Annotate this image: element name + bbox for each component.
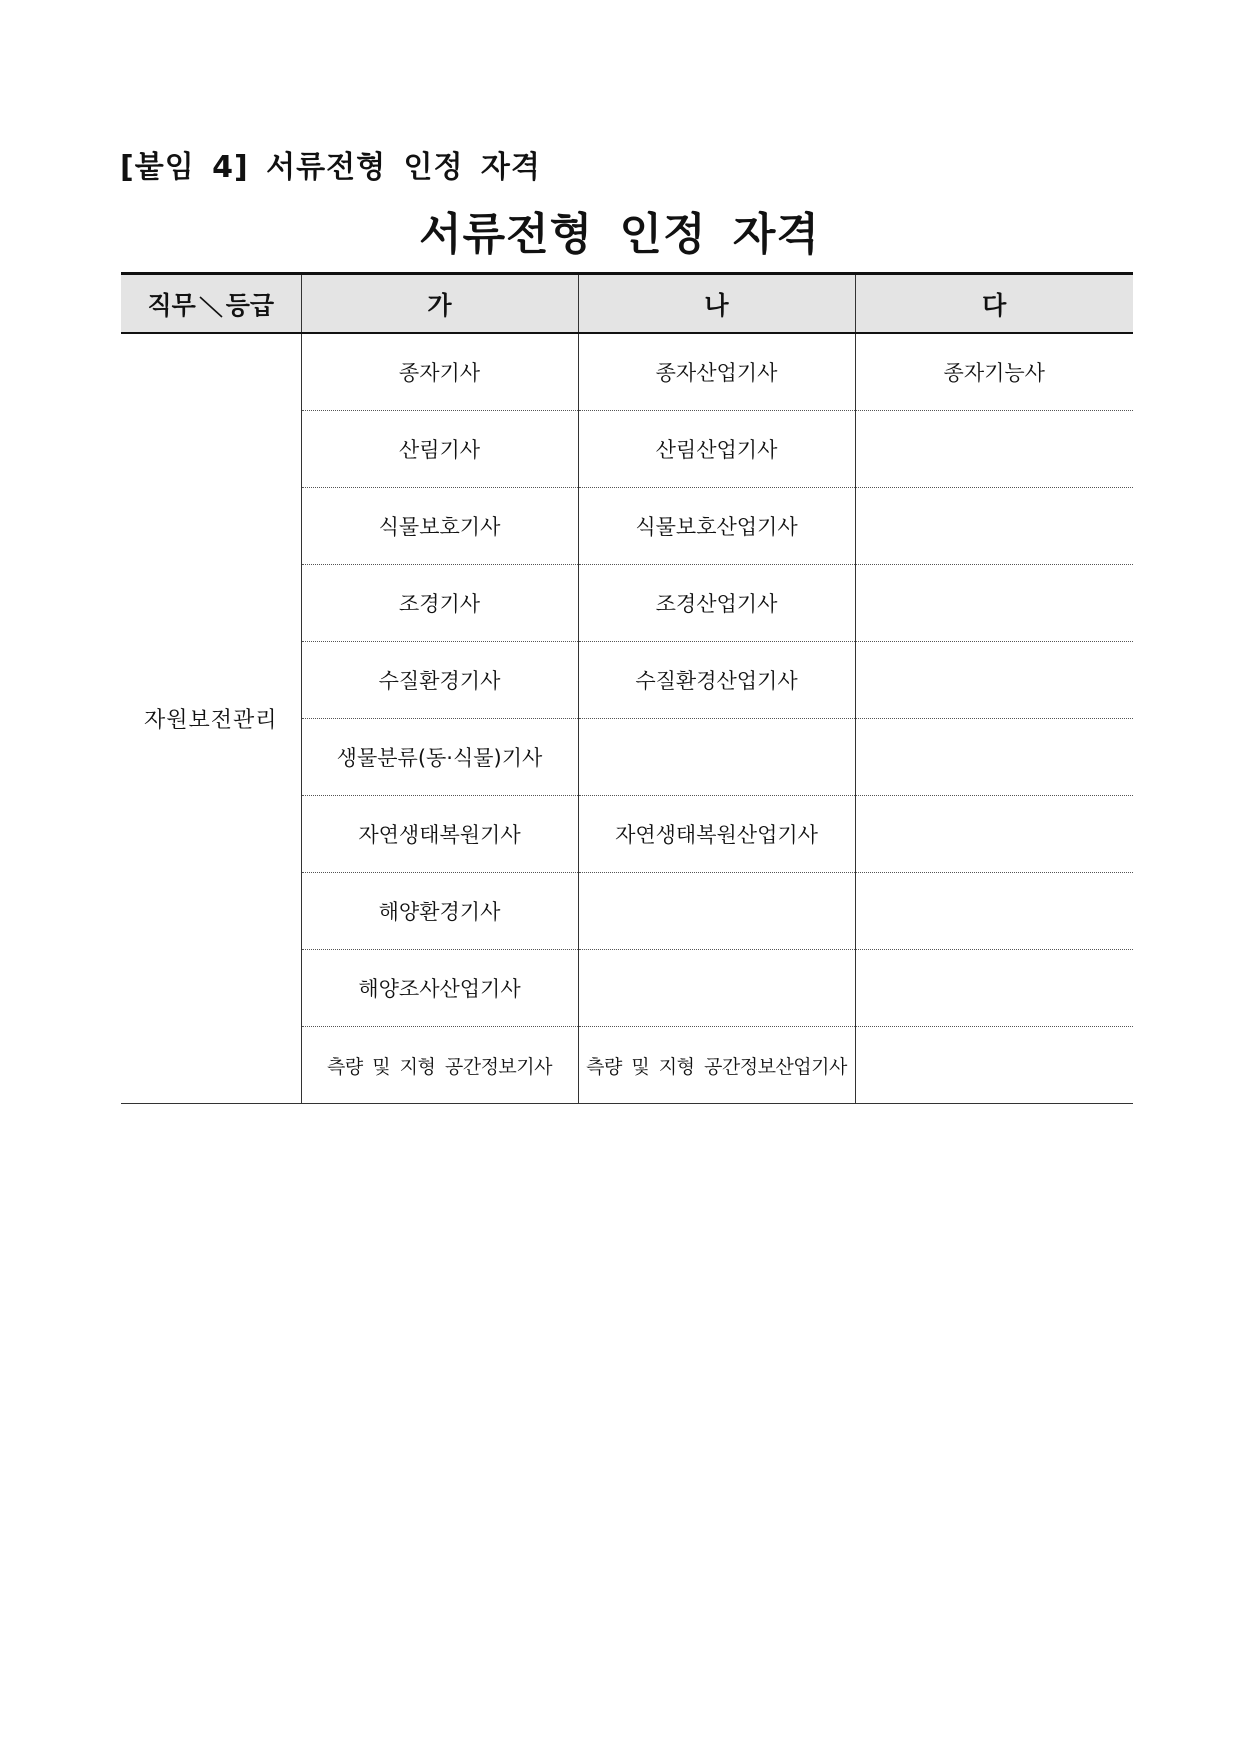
cell-na: 종자산업기사 [578, 333, 855, 411]
cell-da [855, 1027, 1133, 1104]
cell-da [855, 950, 1133, 1027]
cell-ga: 해양조사산업기사 [301, 950, 578, 1027]
cell-ga: 종자기사 [301, 333, 578, 411]
cell-na: 식물보호산업기사 [578, 488, 855, 565]
cell-da [855, 873, 1133, 950]
cell-ga: 측량 및 지형 공간정보기사 [301, 1027, 578, 1104]
cell-na: 측량 및 지형 공간정보산업기사 [578, 1027, 855, 1104]
cell-da [855, 642, 1133, 719]
header-grade-label: 등급 [225, 290, 275, 320]
cell-na: 산림산업기사 [578, 411, 855, 488]
cell-ga: 해양환경기사 [301, 873, 578, 950]
cell-ga: 산림기사 [301, 411, 578, 488]
cell-ga: 조경기사 [301, 565, 578, 642]
cell-na [578, 873, 855, 950]
table-header-row [121, 274, 1133, 334]
cell-ga: 수질환경기사 [301, 642, 578, 719]
header-grade-ga: 가 [301, 274, 578, 334]
cell-da [855, 565, 1133, 642]
cell-na: 조경산업기사 [578, 565, 855, 642]
cell-na [578, 719, 855, 796]
attachment-title: [붙임 4] 서류전형 인정 자격 [120, 150, 541, 185]
cell-ga: 자연생태복원기사 [301, 796, 578, 873]
cell-da [855, 719, 1133, 796]
qualification-table [121, 272, 1133, 1104]
job-category-cell: 자원보전관리 [121, 333, 301, 1104]
cell-na [578, 950, 855, 1027]
header-job-grade [121, 274, 301, 334]
cell-ga: 식물보호기사 [301, 488, 578, 565]
cell-ga: 생물분류(동·식물)기사 [301, 719, 578, 796]
table-row [121, 333, 1133, 411]
cell-da: 종자기능사 [855, 333, 1133, 411]
cell-da [855, 796, 1133, 873]
header-grade-da: 다 [855, 274, 1133, 334]
cell-da [855, 411, 1133, 488]
cell-na: 자연생태복원산업기사 [578, 796, 855, 873]
document-title: 서류전형 인정 자격 [419, 209, 820, 260]
cell-na: 수질환경산업기사 [578, 642, 855, 719]
diagonal-separator-icon [198, 294, 224, 320]
header-grade-na: 나 [578, 274, 855, 334]
cell-da [855, 488, 1133, 565]
header-job-label: 직무 [147, 290, 196, 320]
